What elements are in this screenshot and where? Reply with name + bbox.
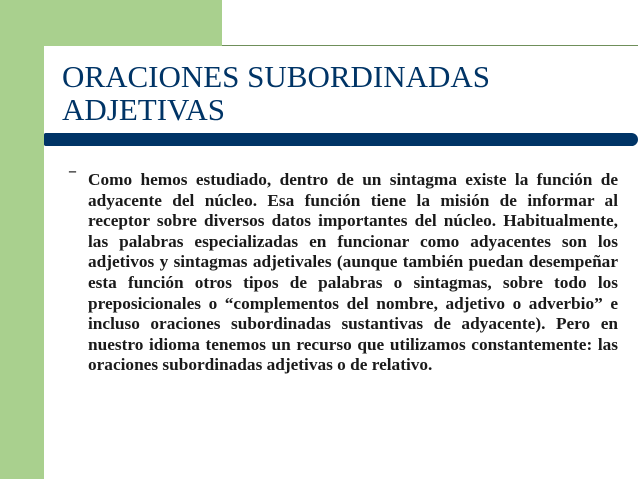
bullet-dash-icon: – xyxy=(68,161,77,182)
top-divider-line xyxy=(222,45,638,46)
top-accent-block xyxy=(44,0,222,46)
slide-title: ORACIONES SUBORDINADAS ADJETIVAS xyxy=(62,59,491,127)
title-underline-bar xyxy=(44,133,638,146)
left-accent-bar xyxy=(0,0,44,479)
slide-body-paragraph: Como hemos estudiado, dentro de un sintagma existe la función de adyacente del núcleo. Esa función tiene la misión de informar al receptor sobre diversos datos importantes del núcleo. Habitualmente, las palabras especializadas en funcionar como adyacentes son los adjetivos y sintagmas adjetivales (aunque también puedan desempeñar esta función otros tipos de palabras o sintagmas, sobre todo los preposicionales o “complementos del nombre, adjetivo o adverbio” e incluso oraciones subordinadas sustantivas de adyacente). Pero en nuestro idioma tenemos un recurso que utilizamos constantemente: las oraciones subordinadas adjetivas o de relativo. xyxy=(88,170,618,375)
